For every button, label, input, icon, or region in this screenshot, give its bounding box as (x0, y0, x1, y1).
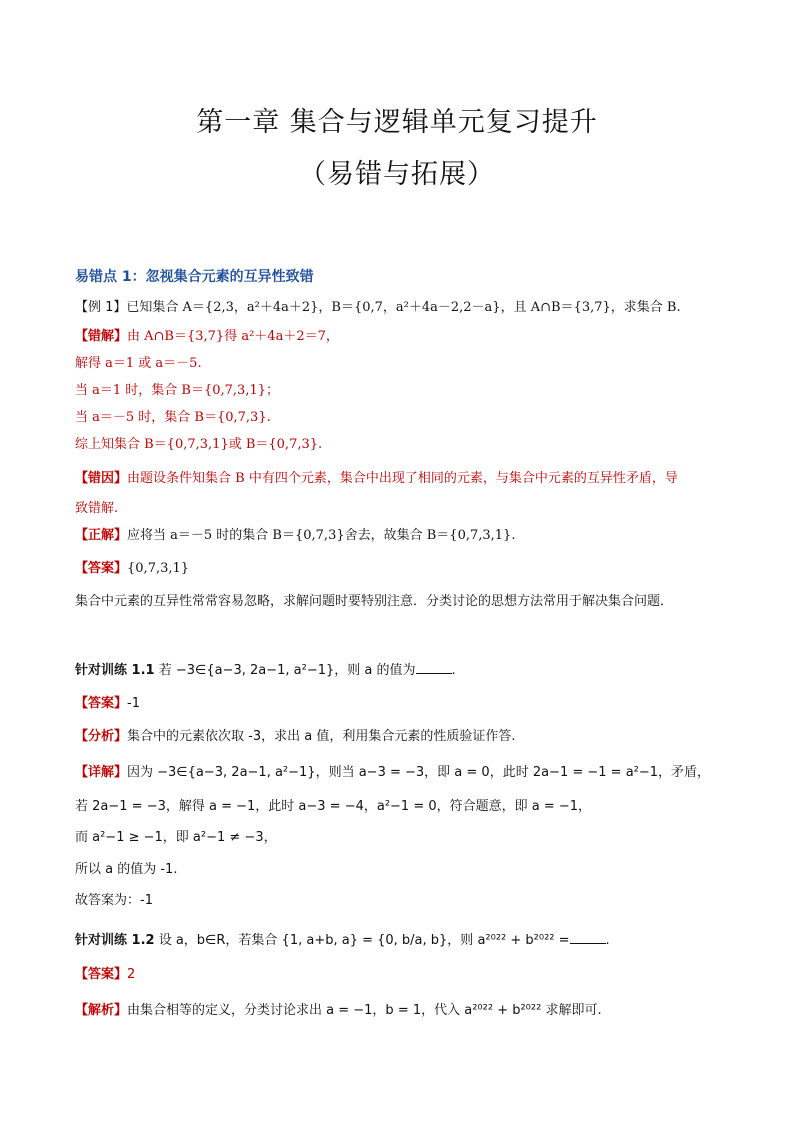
practice-1-1: 针对训练 1.1 若 −3∈{a−3, 2a−1, a²−1}，则 a 的值为 . (75, 663, 456, 678)
detail-line-2: 若 2a−1 = −3，解得 a = −1，此时 a−3 = −4，a²−1 = 0，符合题意，即 a = −1， (75, 799, 592, 814)
error-cause-line-1: 【错因】由题设条件知集合 B 中有四个元素，集合中出现了相同的元素，与集合中元素的互异性矛盾，导 (75, 471, 678, 486)
answer-2: 【答案】-1 (75, 696, 140, 711)
section-heading: 易错点 1：忽视集合元素的互异性致错 (75, 269, 314, 285)
correct-solution: 【正解】应将当 a＝－5 时的集合 B＝{0,7,3}舍去，故集合 B＝{0,7,3,1}. (75, 528, 516, 543)
example-tag: 【例 1】 (75, 300, 127, 315)
wrong-solution-line-1: 【错解】由 A∩B＝{3,7}得 a²＋4a＋2＝7， (75, 329, 339, 344)
page-title: 第一章 集合与逻辑单元复习提升 (196, 107, 598, 138)
detail-line-5: 故答案为：-1 (75, 893, 153, 908)
error-cause-line-2: 致错解. (75, 501, 119, 516)
practice-label: 针对训练 1.1 (75, 663, 155, 678)
page-subtitle: （易错与拓展） (299, 159, 495, 190)
example-text: 已知集合 A＝{2,3，a²＋4a＋2}，B＝{0,7，a²＋4a－2,2－a}，且 A∩B＝{3,7}，求集合 B. (126, 300, 681, 315)
practice-label: 针对训练 1.2 (75, 933, 155, 948)
detail-line-4: 所以 a 的值为 -1. (75, 862, 178, 877)
wrong-solution-line-5: 综上知集合 B＝{0,7,3,1}或 B＝{0,7,3}. (75, 437, 323, 452)
analysis-2: 【解析】由集合相等的定义，分类讨论求出 a = −1，b = 1，代入 a²⁰²² + b²⁰²² 求解即可. (75, 1003, 602, 1018)
cause-tag: 【错因】 (75, 471, 128, 486)
wrong-solution-line-3: 当 a＝1 时，集合 B＝{0,7,3,1}； (75, 383, 279, 398)
wrong-solution-line-2: 解得 a＝1 或 a＝－5. (75, 356, 202, 371)
practice-1-2: 针对训练 1.2 设 a，b∈R，若集合 {1, a+b, a} = {0, b/a, b}，则 a²⁰²² + b²⁰²² = . (75, 933, 610, 948)
detail-line-1: 【详解】因为 −3∈{a−3, 2a−1, a²−1}，则当 a−3 = −3，即 a = 0，此时 2a−1 = −1 = a²−1，矛盾， (75, 765, 711, 780)
answer-3: 【答案】2 (75, 967, 136, 982)
analysis-1: 【分析】集合中的元素依次取 -3，求出 a 值，利用集合元素的性质验证作答. (75, 729, 516, 744)
answer-blank (570, 931, 606, 944)
answer-1: 【答案】{0,7,3,1} (75, 561, 190, 576)
answer-tag: 【答案】 (75, 561, 128, 576)
wrong-tag: 【错解】 (75, 329, 128, 344)
summary-text: 集合中元素的互异性常常容易忽略，求解问题时要特别注意．分类讨论的思想方法常用于解决集合问题． (75, 594, 674, 609)
answer-blank (416, 661, 452, 674)
detail-line-3: 而 a²−1 ≥ −1，即 a²−1 ≠ −3， (75, 830, 277, 845)
wrong-solution-line-4: 当 a＝－5 时，集合 B＝{0,7,3}. (75, 410, 271, 425)
example-1 (75, 299, 681, 317)
correct-tag: 【正解】 (75, 528, 128, 543)
